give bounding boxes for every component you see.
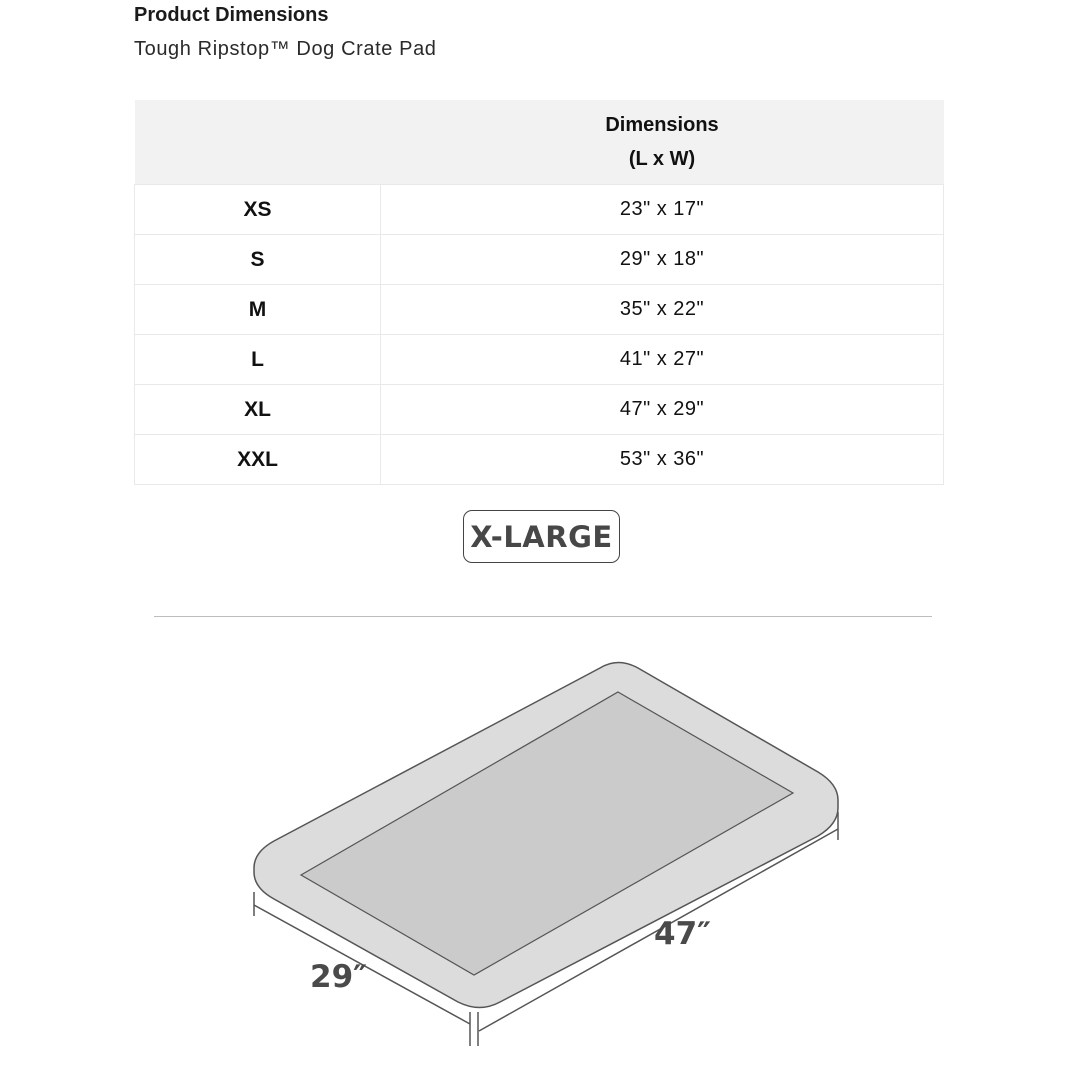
size-cell: XXL: [135, 435, 381, 485]
crate-pad-dimension-diagram: [0, 640, 1080, 1080]
table-row: [135, 235, 944, 285]
dimensions-cell: 23" x 17": [381, 185, 944, 235]
dimensions-cell: 41" x 27": [381, 335, 944, 385]
size-dimensions-table: [134, 100, 944, 485]
table-header-row: [135, 100, 944, 185]
dimensions-header-line1: Dimensions: [605, 114, 719, 136]
dimensions-cell: 35" x 22": [381, 285, 944, 335]
table-row: [135, 385, 944, 435]
table-row: [135, 285, 944, 335]
dimensions-cell: 53" x 36": [381, 435, 944, 485]
section-divider: [154, 616, 932, 617]
width-label: 29″: [310, 959, 367, 995]
product-name: Tough Ripstop™ Dog Crate Pad: [134, 38, 437, 60]
table-row: [135, 335, 944, 385]
size-cell: XL: [135, 385, 381, 435]
size-cell: M: [135, 285, 381, 335]
dimensions-cell: 47" x 29": [381, 385, 944, 435]
dimensions-cell: 29" x 18": [381, 235, 944, 285]
page-title: Product Dimensions: [134, 4, 329, 26]
table-row: [135, 185, 944, 235]
size-column-header: [135, 100, 381, 185]
size-cell: XS: [135, 185, 381, 235]
dimensions-header-line2: (L x W): [628, 148, 696, 170]
selected-size-badge: X-LARGE: [463, 510, 620, 563]
table-row: [135, 435, 944, 485]
size-cell: L: [135, 335, 381, 385]
length-label: 47″: [654, 916, 711, 952]
size-cell: S: [135, 235, 381, 285]
dimensions-column-header: [381, 100, 944, 185]
